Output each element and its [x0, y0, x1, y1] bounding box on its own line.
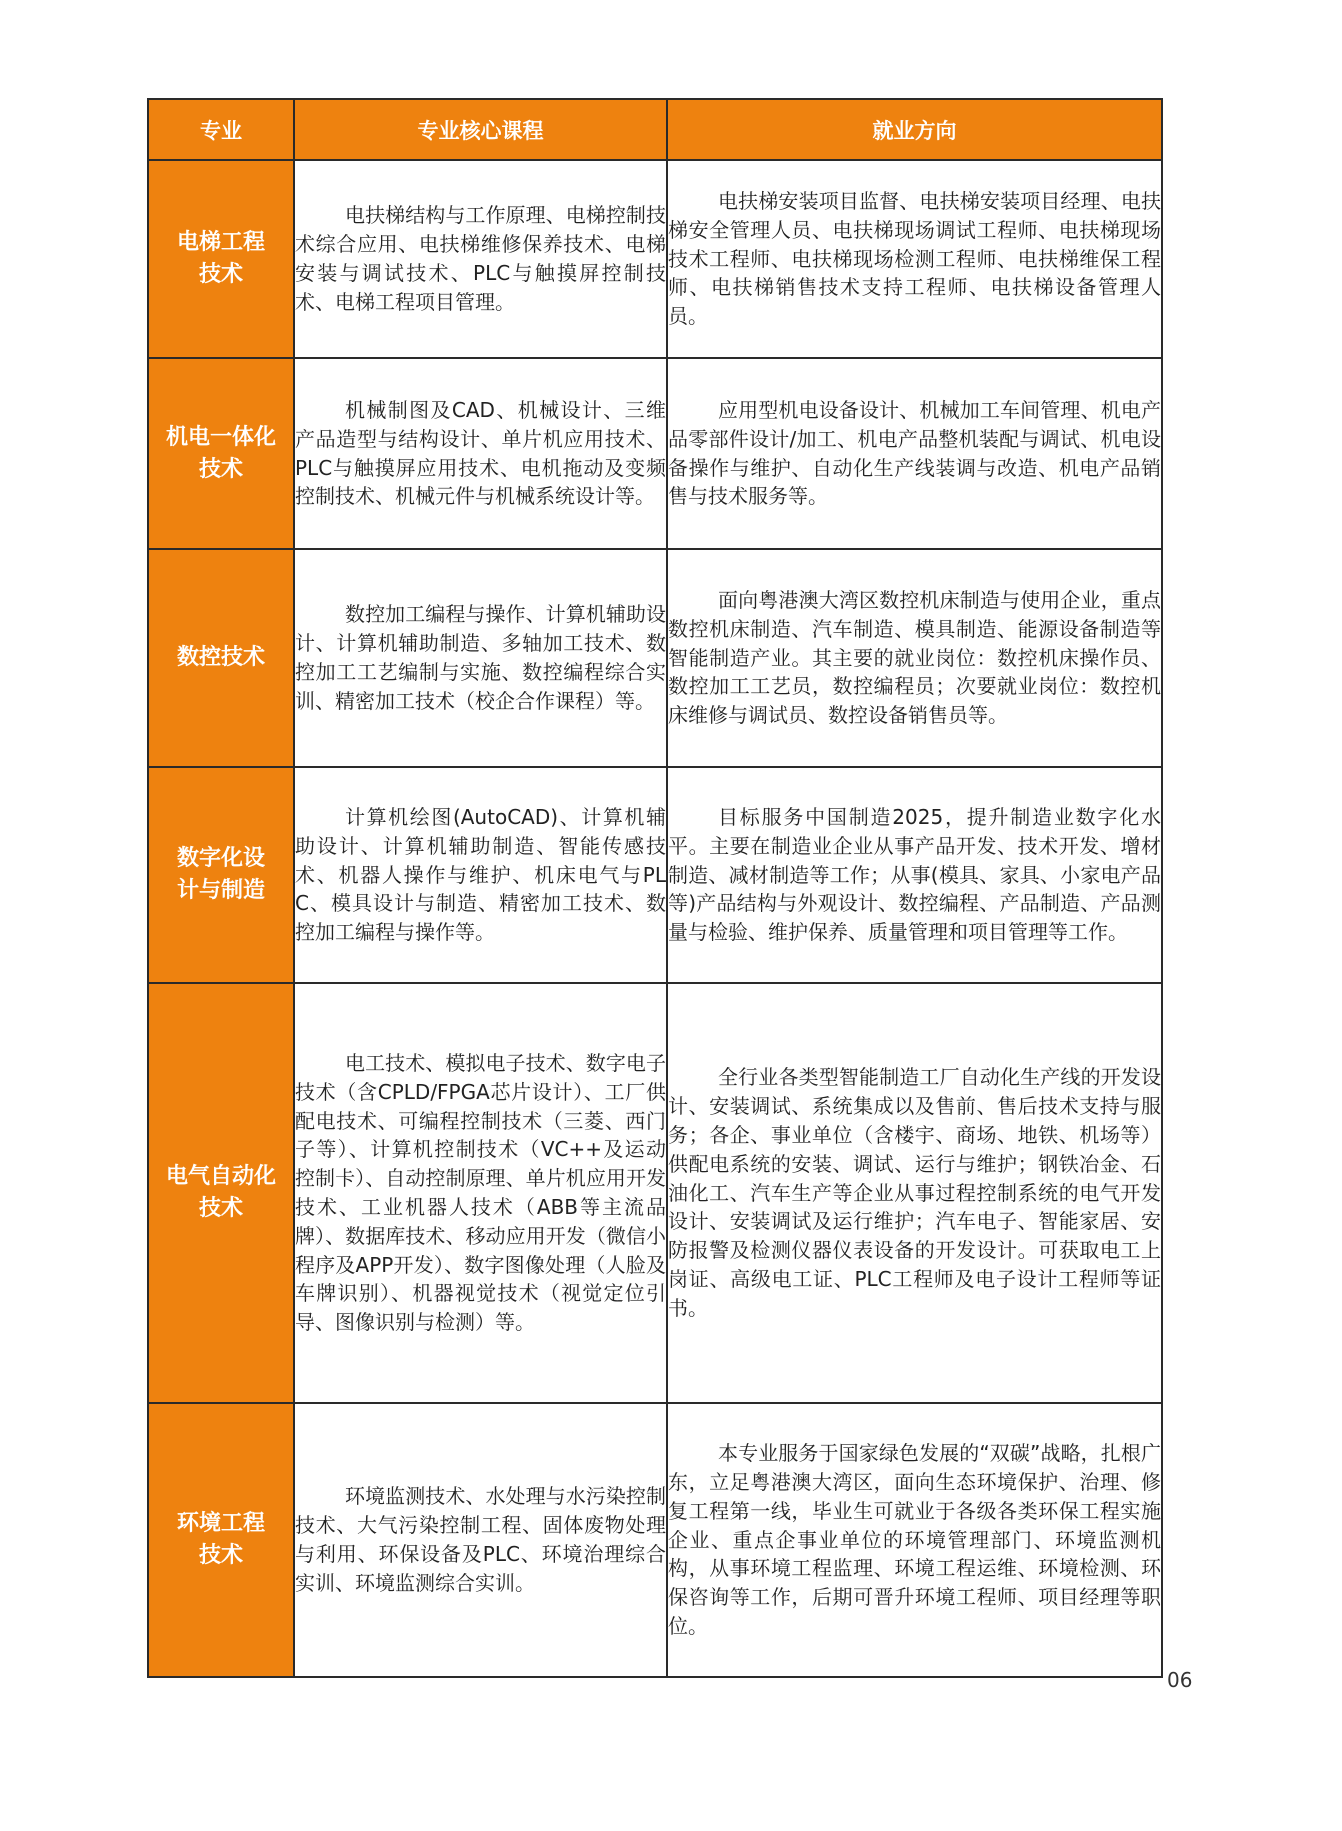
table-row: [148, 983, 1162, 1403]
core-courses-cell: 数控加工编程与操作、计算机辅助设计、计算机辅助制造、多轴加工技术、数控加工工艺编制与实施、数控编程综合实训、精密加工技术（校企合作课程）等。: [294, 549, 667, 767]
major-name-text: 电梯工程技术: [176, 230, 265, 287]
major-name: [148, 983, 294, 1403]
header-row: [148, 99, 1162, 160]
table-row: [148, 160, 1162, 358]
table-row: [148, 1403, 1162, 1677]
careers-cell: 本专业服务于国家绿色发展的“双碳”战略，扎根广东，立足粤港澳大湾区，面向生态环境保护、治理、修复工程第一线，毕业生可就业于各级各类环保工程实施企业、重点企事业单位的环境管理部门、环境监测机构，从事环境工程监理、环境工程运维、环境检测、环保咨询等工作，后期可晋升环境工程师、项目经理等职位。: [667, 1403, 1162, 1677]
careers-cell: 目标服务中国制造2025，提升制造业数字化水平。主要在制造业企业从事产品开发、技术开发、增材制造、减材制造等工作；从事(模具、家具、小家电产品等)产品结构与外观设计、数控编程、产品制造、产品测量与检验、维护保养、质量管理和项目管理等工作。: [667, 767, 1162, 983]
core-courses-cell: 机械制图及CAD、机械设计、三维产品造型与结构设计、单片机应用技术、PLC与触摸屏应用技术、电机拖动及变频控制技术、机械元件与机械系统设计等。: [294, 358, 667, 549]
major-name: [148, 160, 294, 358]
major-name-text: 数字化设计与制造: [176, 846, 265, 903]
core-courses-cell: 电工技术、模拟电子技术、数字电子技术（含CPLD/FPGA芯片设计）、工厂供配电技术、可编程控制技术（三菱、西门子等）、计算机控制技术（VC++及运动控制卡）、自动控制原理、单片机应用开发技术、工业机器人技术（ABB等主流品牌）、数据库技术、移动应用开发（微信小程序及APP开发）、数字图像处理（人脸及车牌识别）、机器视觉技术（视觉定位引导、图像识别与检测）等。: [294, 983, 667, 1403]
table-row: [148, 549, 1162, 767]
header-careers: 就业方向: [667, 99, 1162, 160]
table-header: [148, 99, 1162, 160]
careers-cell: 全行业各类型智能制造工厂自动化生产线的开发设计、安装调试、系统集成以及售前、售后技术支持与服务；各企、事业单位（含楼宇、商场、地铁、机场等）供配电系统的安装、调试、运行与维护；钢铁冶金、石油化工、汽车生产等企业从事过程控制系统的电气开发设计、安装调试及运行维护；汽车电子、智能家居、安防报警及检测仪器仪表设备的开发设计。可获取电工上岗证、高级电工证、PLC工程师及电子设计工程师等证书。: [667, 983, 1162, 1403]
careers-cell: 面向粤港澳大湾区数控机床制造与使用企业，重点数控机床制造、汽车制造、模具制造、能源设备制造等智能制造产业。其主要的就业岗位：数控机床操作员、数控加工工艺员，数控编程员；次要就业岗位：数控机床维修与调试员、数控设备销售员等。: [667, 549, 1162, 767]
core-courses-cell: 电扶梯结构与工作原理、电梯控制技术综合应用、电扶梯维修保养技术、电梯安装与调试技术、PLC与触摸屏控制技术、电梯工程项目管理。: [294, 160, 667, 358]
core-courses-cell: 环境监测技术、水处理与水污染控制技术、大气污染控制工程、固体废物处理与利用、环保设备及PLC、环境治理综合实训、环境监测综合实训。: [294, 1403, 667, 1677]
table-row: [148, 767, 1162, 983]
major-name-text: 机电一体化技术: [165, 424, 276, 482]
header-major: 专业: [148, 99, 294, 160]
table-row: [148, 358, 1162, 549]
page-number: 06: [1167, 1668, 1193, 1692]
major-name-text: 数控技术: [176, 645, 265, 670]
careers-cell: 应用型机电设备设计、机械加工车间管理、机电产品零部件设计/加工、机电产品整机装配与调试、机电设备操作与维护、自动化生产线装调与改造、机电产品销售与技术服务等。: [667, 358, 1162, 549]
major-name: [148, 549, 294, 767]
core-courses-cell: 计算机绘图(AutoCAD)、计算机辅助设计、计算机辅助制造、智能传感技术、机器人操作与维护、机床电气与PLC、模具设计与制造、精密加工技术、数控加工编程与操作等。: [294, 767, 667, 983]
major-name-text: 环境工程技术: [176, 1511, 265, 1568]
major-name: [148, 767, 294, 983]
major-name: [148, 358, 294, 549]
major-name-text: 电气自动化技术: [165, 1164, 276, 1221]
major-name: [148, 1403, 294, 1677]
careers-cell: 电扶梯安装项目监督、电扶梯安装项目经理、电扶梯安全管理人员、电扶梯现场调试工程师、电扶梯现场技术工程师、电扶梯现场检测工程师、电扶梯维保工程师、电扶梯销售技术支持工程师、电扶梯设备管理人员。: [667, 160, 1162, 358]
majors-table: [147, 98, 1163, 1678]
table-body: [148, 160, 1162, 1677]
header-core-courses: 专业核心课程: [294, 99, 667, 160]
